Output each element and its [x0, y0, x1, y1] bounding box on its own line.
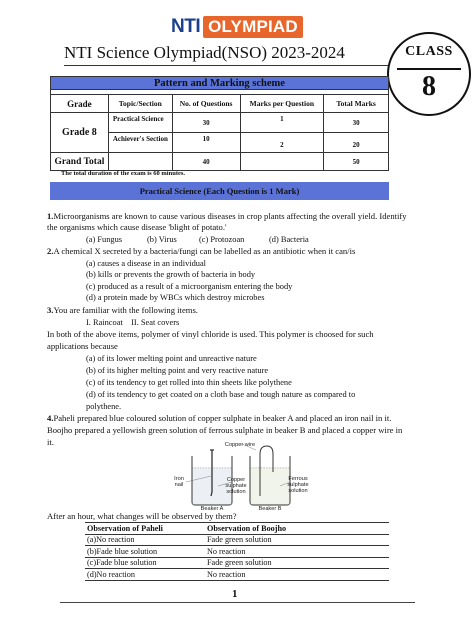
question-number: 1. [47, 211, 54, 221]
label-copper-sulphate: Copper sulphate solution [225, 477, 247, 496]
option-a: (a) causes a disease in an individual [86, 259, 206, 268]
question-text: Boojho prepared a yellowish green solution of ferrous sulphate in beaker B and placed a copper wire in [47, 425, 403, 435]
cell-boojho: Fade green solution [199, 534, 389, 546]
table-row [85, 557, 389, 569]
cell-paheli: (c)Fade blue solution [85, 557, 199, 569]
section-banner: Practical Science (Each Question is 1 Mark) [50, 182, 389, 200]
nti-olympiad-logo [171, 14, 298, 40]
section-cell: Practical Science [108, 113, 172, 133]
option-b: (b) Virus [147, 235, 177, 244]
page-title: NTI Science Olympiad(NSO) 2023-2024 [64, 43, 345, 62]
section-cell: Achiever's Section [108, 133, 172, 153]
class-badge [387, 32, 471, 116]
col-section: Topic/Section [108, 95, 172, 113]
pattern-table [50, 76, 389, 171]
table-row [85, 534, 389, 546]
class-divider [397, 68, 461, 70]
cell-boojho: No reaction [199, 546, 389, 558]
option-d-continued: polythene. [86, 402, 122, 411]
question-1-line [47, 211, 407, 223]
option-b: (b) of its higher melting point and very reactive nature [86, 366, 269, 375]
question-3-line [47, 305, 198, 317]
question-text: the organisms which cause disease 'blight of potato.' [47, 222, 227, 232]
question-number: 2. [47, 246, 54, 256]
option-d: (d) of its tendency to get coated on a cloth base and tough nature as compared to [86, 390, 356, 399]
cell-boojho: Fade green solution [199, 557, 389, 569]
question-2-line [47, 246, 355, 258]
question-text: After an hour, what changes will be observed by them? [47, 511, 237, 521]
question-number: 3. [47, 305, 54, 315]
col-total-marks: Total Marks [324, 95, 389, 113]
title-underline [64, 65, 389, 66]
page-number: 1 [232, 588, 238, 600]
grand-total-label: Grand Total [51, 153, 109, 171]
option-a: (a) Fungus [86, 235, 123, 244]
marks-per-question-cell: 1 [240, 113, 324, 133]
option-d: (d) a protein made by WBCs which destroy microbes [86, 293, 265, 302]
option-b: (b) kills or prevents the growth of bacteria in body [86, 270, 256, 279]
grade-cell: Grade 8 [51, 113, 109, 153]
total-marks-cell: 20 [324, 133, 389, 153]
cell-paheli: (d)No reaction [85, 569, 199, 581]
question-4-line [47, 413, 391, 425]
label-copper-wire: Copper wire [224, 442, 256, 448]
items-list: I. Raincoat II. Seat covers [86, 318, 180, 327]
grand-total-marks: 50 [324, 153, 389, 171]
questions-cell: 10 [172, 133, 240, 153]
col-observation-boojho: Observation of Boojho [199, 523, 389, 535]
table-row [85, 546, 389, 558]
grand-total-empty [108, 153, 172, 171]
beakers-figure [172, 442, 312, 514]
label-ferrous-sulphate: Ferrous sulphate solution [287, 476, 309, 495]
question-text: applications because [47, 341, 118, 351]
cell-boojho: No reaction [199, 569, 389, 581]
option-d: (d) Bacteria [269, 235, 309, 244]
question-text: Paheli prepared blue coloured solution of copper sulphate in beaker A and placed an iron nail in it. [53, 413, 392, 423]
marks-per-question-cell: 2 [240, 133, 324, 153]
logo-olympiad-text: OLYMPIAD [203, 16, 303, 38]
col-questions: No. of Questions [172, 95, 240, 113]
question-text: it. [47, 437, 54, 447]
table-row [85, 569, 389, 581]
col-grade: Grade [51, 95, 109, 113]
option-c: (c) produced as a result of a microorganism entering the body [86, 282, 293, 291]
label-beaker-b: Beaker B [258, 506, 282, 512]
observation-table [85, 522, 389, 581]
question-text: In both of the above items, polymer of vinyl chloride is used. This polymer is choosed for such [47, 329, 374, 339]
grand-total-questions: 40 [172, 153, 240, 171]
option-c: (c) of its tendency to get rolled into thin sheets like polythene [86, 378, 292, 387]
question-text: Microorganisms are known to cause various diseases in crop plants affecting the overall yield. Identify [53, 211, 407, 221]
question-number: 4. [47, 413, 54, 423]
class-label: CLASS [405, 44, 453, 59]
label-beaker-a: Beaker A [200, 506, 224, 512]
label-iron-nail: Iron nail [174, 476, 184, 489]
footer-rule [60, 602, 415, 603]
question-text: A chemical X secreted by a bacteria/fungi can be labelled as an antibiotic when it can/is [53, 246, 356, 256]
cell-paheli: (a)No reaction [85, 534, 199, 546]
class-number: 8 [422, 71, 436, 102]
pattern-heading: Pattern and Marking scheme [51, 77, 389, 90]
questions-cell: 30 [172, 113, 240, 133]
option-a: (a) of its lower melting point and unreactive nature [86, 354, 257, 363]
col-marks-per-question: Marks per Question [240, 95, 324, 113]
duration-note: The total duration of the exam is 60 minutes. [61, 170, 186, 177]
grand-total-empty [240, 153, 324, 171]
total-marks-cell: 30 [324, 113, 389, 133]
option-c: (c) Protozoan [199, 235, 245, 244]
question-text: You are familiar with the following items. [53, 305, 198, 315]
logo-nti-text: NTI [171, 16, 201, 37]
col-observation-paheli: Observation of Paheli [85, 523, 199, 535]
cell-paheli: (b)Fade blue solution [85, 546, 199, 558]
